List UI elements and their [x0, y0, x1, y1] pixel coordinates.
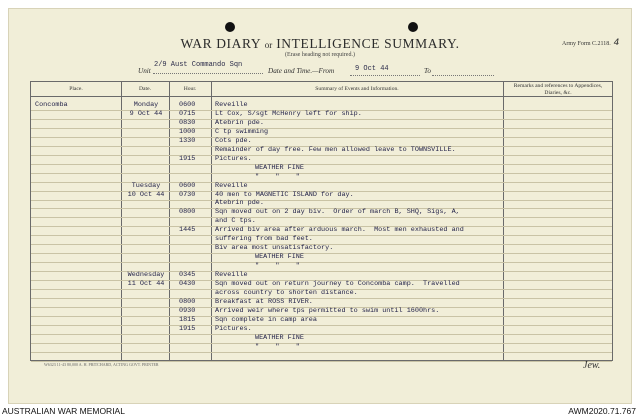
hour-cell: 1915 — [179, 154, 196, 163]
hour-cell: 0730 — [179, 190, 196, 199]
summary-cell: Sqn moved out on return journey to Concomba camp. Travelled — [215, 280, 460, 288]
summary-cell: Sqn moved out on 2 day biv. Order of march B, SHQ, Sigs, A, — [215, 208, 460, 217]
summary-cell: suffering from bad feet. — [215, 235, 313, 244]
punch-hole — [408, 22, 418, 32]
summary-cell: Cots pde. — [215, 136, 252, 145]
title-subnote: (Erase heading not required.) — [285, 52, 355, 58]
summary-cell: Atebrin pde. — [215, 199, 264, 208]
page-title: WAR DIARY or INTELLIGENCE SUMMARY. — [180, 36, 460, 51]
date-cell: 10 Oct 44 — [127, 190, 165, 199]
hour-cell: 0715 — [179, 109, 196, 118]
summary-cell: Sqn complete in camp area — [215, 315, 317, 324]
column-header-hour: Hour. — [183, 86, 197, 92]
hour-cell: 0800 — [179, 208, 196, 217]
date-label: Date and Time.—From — [268, 67, 335, 75]
column-header-summary: Summary of Events and Information. — [315, 86, 399, 92]
hour-cell: 0800 — [179, 297, 196, 306]
form-reference: Army Form C.2118. 4 — [562, 38, 620, 48]
hour-cell: 1915 — [179, 324, 196, 333]
column-header-date: Date. — [139, 86, 151, 92]
summary-cell: WEATHER FINE — [255, 333, 304, 342]
signature: Jew. — [583, 360, 601, 371]
hour-cell: 1815 — [179, 315, 196, 324]
diary-table — [30, 81, 613, 361]
hour-cell: 0830 — [179, 118, 196, 127]
date-cell: 9 Oct 44 — [129, 109, 163, 118]
summary-cell: Arrived biv area after arduous march. Most men exhausted and — [215, 226, 464, 235]
column-header-place: Place. — [69, 86, 83, 92]
unit-value: 2/9 Aust Commando Sqn — [154, 61, 243, 69]
summary-cell: " " " — [255, 262, 300, 271]
summary-cell: Breakfast at ROSS RIVER. — [215, 297, 313, 306]
hour-cell: 0600 — [179, 181, 196, 190]
summary-cell: Atebrin pde. — [215, 118, 264, 127]
summary-cell: across country to shorten distance. — [215, 288, 358, 297]
summary-cell: Reveille — [215, 101, 248, 109]
caption-institution: AUSTRALIAN WAR MEMORIAL — [2, 406, 125, 416]
place-cell: Concomba — [35, 101, 68, 109]
hour-cell: 1330 — [179, 136, 196, 145]
date-cell: Wednesday — [127, 271, 165, 280]
summary-cell: Arrived weir where tps permitted to swim until 1600hrs. — [215, 306, 440, 315]
summary-cell: WEATHER FINE — [255, 253, 304, 262]
summary-cell: Remainder of day free. Few men allowed leave to TOWNSVILLE. — [215, 145, 456, 154]
summary-cell: C tp swimming — [215, 127, 269, 136]
column-header-remarks: Remarks and references to Appendices, Diaries, &c. — [513, 83, 603, 96]
summary-cell: 40 men to MAGNETIC ISLAND for day. — [215, 190, 354, 199]
summary-cell: Pictures. — [215, 324, 252, 333]
summary-cell: and C tps. — [215, 217, 256, 226]
hour-cell: 1000 — [179, 127, 196, 136]
summary-cell: WEATHER FINE — [255, 163, 304, 172]
summary-cell: Reveille — [215, 271, 248, 280]
summary-cell: Reveille — [215, 181, 248, 190]
date-cell: 11 Oct 44 — [127, 280, 165, 288]
hour-cell: 0930 — [179, 306, 196, 315]
date-cell: Tuesday — [131, 181, 161, 190]
hour-cell: 0345 — [179, 271, 196, 280]
date-to-label: To — [424, 67, 431, 75]
hour-cell: 0430 — [179, 280, 196, 288]
date-from: 9 Oct 44 — [355, 65, 389, 73]
punch-hole — [225, 22, 235, 32]
summary-cell: Pictures. — [215, 154, 252, 163]
hour-cell: 1445 — [179, 226, 196, 235]
summary-cell: Lt Cox, S/sgt McHenry left for ship. — [215, 109, 362, 118]
caption-accession: AWM2020.71.767 — [568, 406, 636, 416]
summary-cell: " " " — [255, 342, 300, 351]
unit-label: Unit — [138, 67, 151, 75]
hour-cell: 0600 — [179, 101, 196, 109]
summary-cell: Biv area most unsatisfactory. — [215, 244, 334, 253]
printer-imprint: W6323 11-43 80,000 A. H. PRITCHARD, ACTING GOVT. PRINTER — [44, 362, 159, 367]
summary-cell: " " " — [255, 172, 300, 181]
date-cell: Monday — [133, 101, 159, 109]
